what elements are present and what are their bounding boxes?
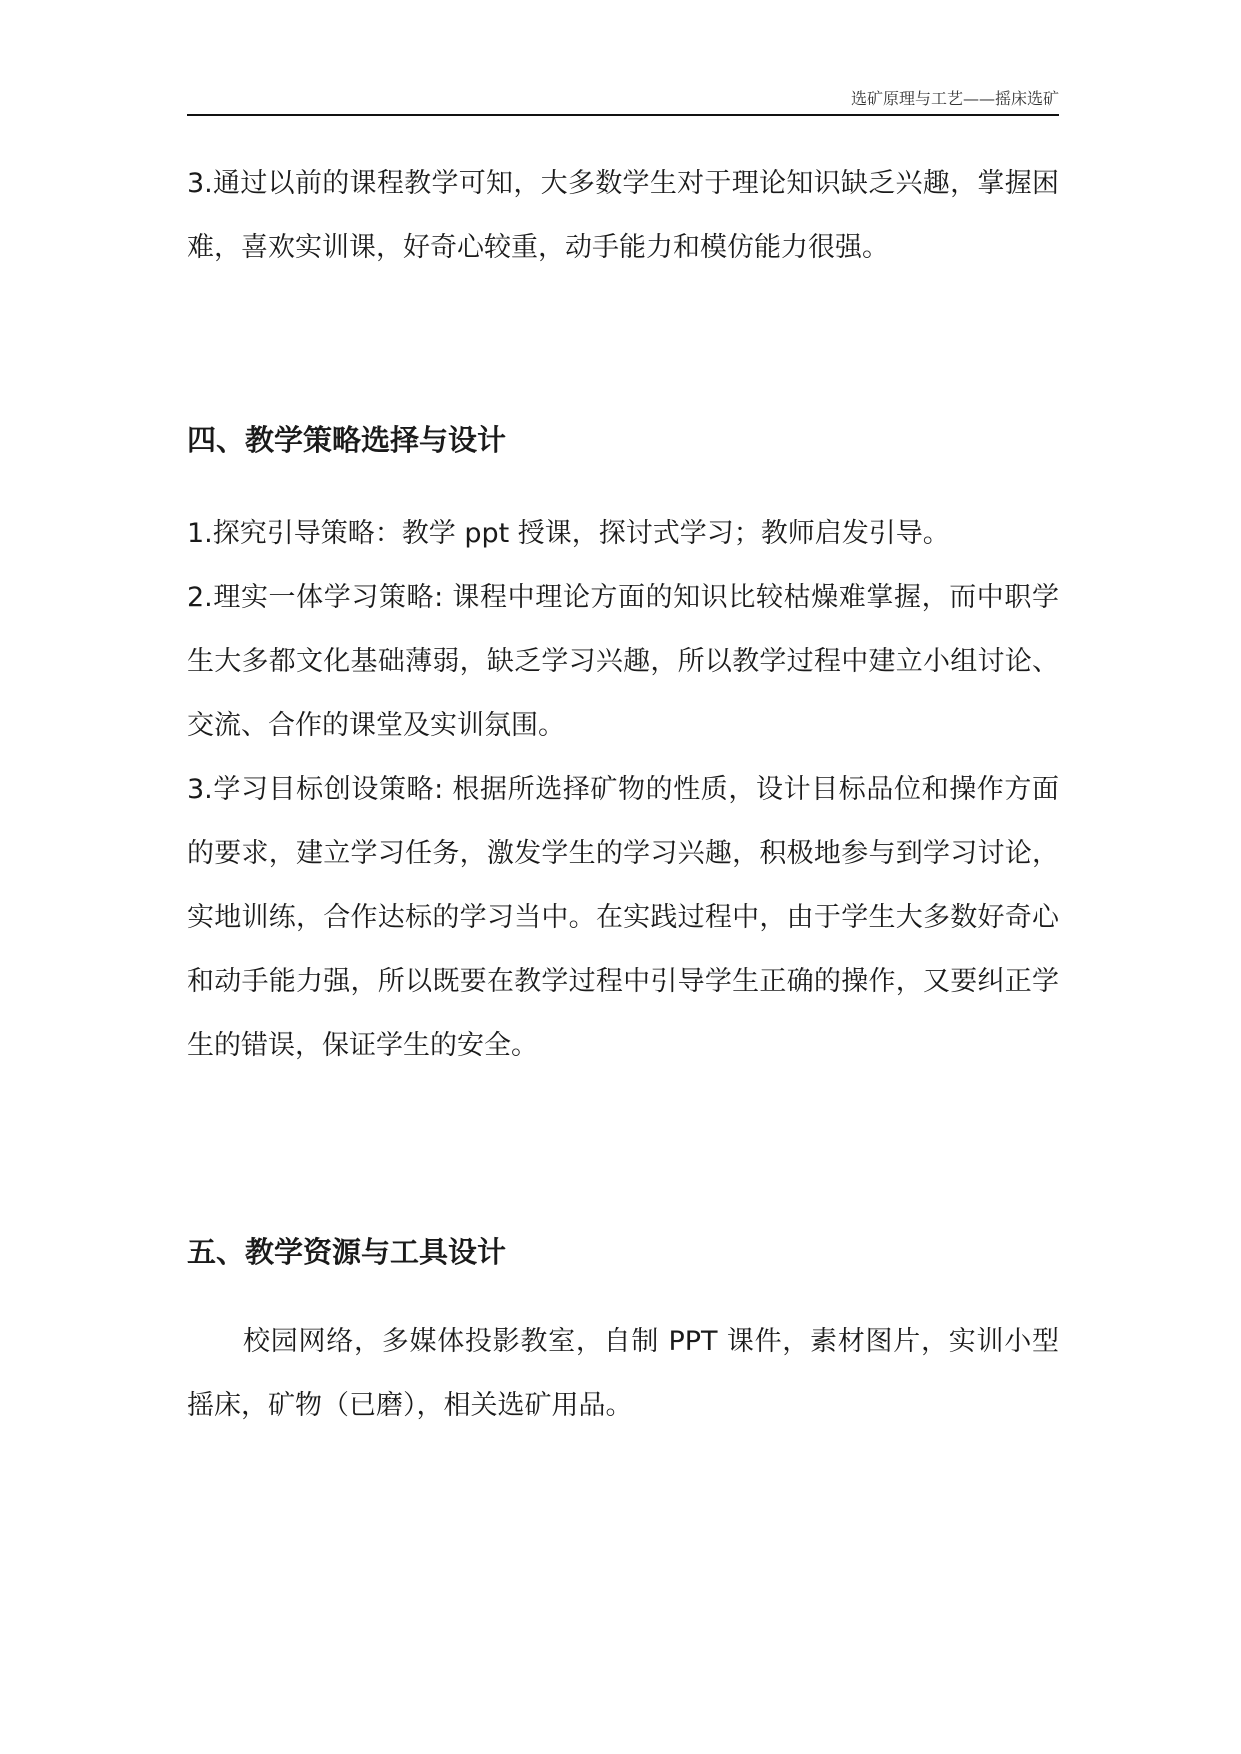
strategy-item-3: 3.学习目标创设策略: 根据所选择矿物的性质，设计目标品位和操作方面的要求，建立学习任务，激发学生的学习兴趣，积极地参与到学习讨论，实地训练，合作达标的学习当中。在实践过程中，由于学生大多数好奇心和动手能力强，所以既要在教学过程中引导学生正确的操作，又要纠正学生的错误，保证学生的安全。 <box>187 774 1059 1061</box>
section4-heading: 四、教学策略选择与设计 <box>187 423 507 457</box>
section5-body <box>187 1310 1059 1438</box>
running-header: 选矿原理与工艺——摇床选矿 <box>850 89 1059 108</box>
section4-body <box>187 502 1059 1078</box>
section5-heading: 五、教学资源与工具设计 <box>187 1235 507 1269</box>
resources-paragraph: 校园网络，多媒体投影教室，自制 PPT 课件，素材图片，实训小型摇床，矿物（已磨），相关选矿用品。 <box>187 1326 1059 1421</box>
section3-tail <box>187 152 1059 280</box>
paragraph-item-3: 3.通过以前的课程教学可知，大多数学生对于理论知识缺乏兴趣，掌握困难，喜欢实训课，好奇心较重，动手能力和模仿能力很强。 <box>187 168 1059 263</box>
header-rule <box>187 114 1059 116</box>
strategy-item-1: 1.探究引导策略：教学 ppt 授课，探讨式学习；教师启发引导。 <box>187 518 950 549</box>
strategy-item-2: 2.理实一体学习策略: 课程中理论方面的知识比较枯燥难掌握，而中职学生大多都文化基础薄弱，缺乏学习兴趣，所以教学过程中建立小组讨论、交流、合作的课堂及实训氛围。 <box>187 582 1059 741</box>
